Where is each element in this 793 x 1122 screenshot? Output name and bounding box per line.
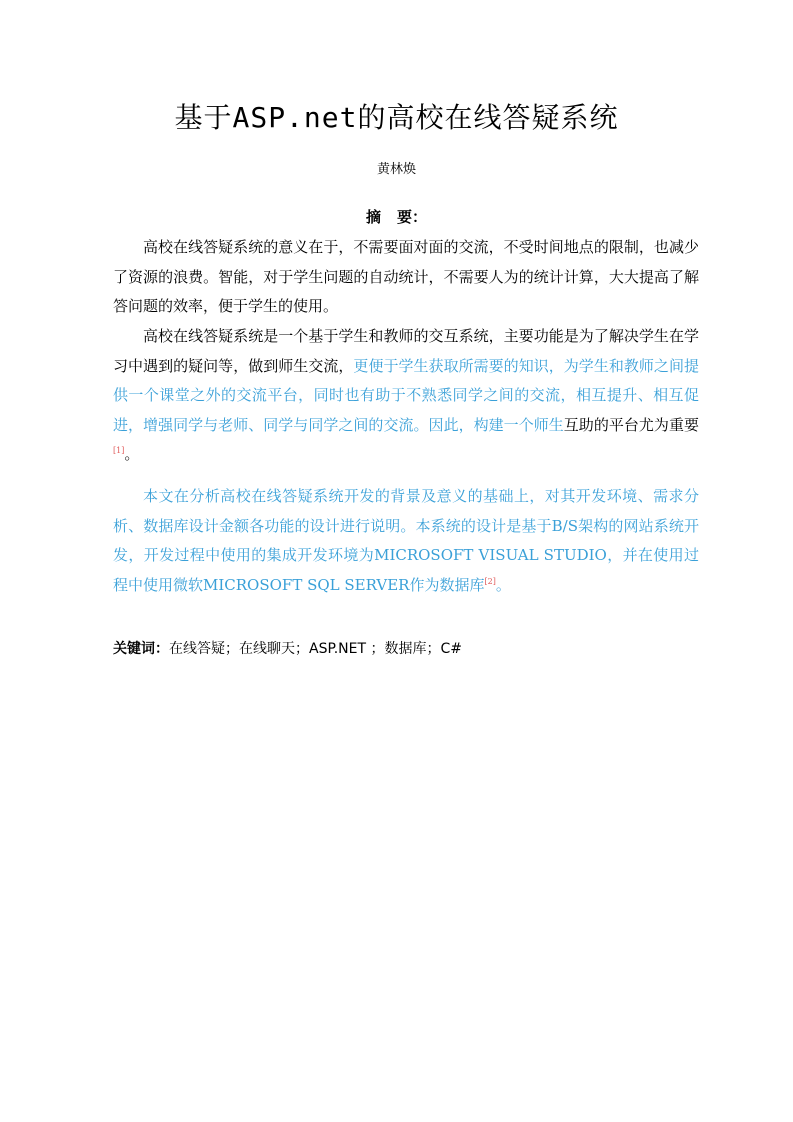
document-title: 基于ASP.net的高校在线答疑系统 xyxy=(174,101,619,134)
keywords-text: 在线答疑；在线聊天；ASP.NET ；数据库；C# xyxy=(169,641,463,657)
paragraph-3-highlight: 本文在分析高校在线答疑系统开发的背景及意义的基础上，对其开发环境、需求分析、数据库设计金额各功能的设计进行说明。本系统的设计是基于B/S架构的网站系统开发，开发过程中使用的集成开发环境为MICROSOFT VISUAL STUDIO，并在使用过程中使用微软MICROSOFT SQL SERVER作为数据库 xyxy=(113,487,699,594)
abstract-heading xyxy=(0,207,793,227)
citation-ref-1[interactable]: [1] xyxy=(113,446,125,455)
citation-ref-2[interactable]: [2] xyxy=(484,576,496,586)
abstract-paragraph-3 xyxy=(113,482,699,600)
paragraph-2-highlight: 更便于学生获取所需要的知识，为学生和教师之间提供一个课堂之外的交流平台，同时也有助于不熟悉同学之间的交流，相互提升、相互促进，增强同学与老师、同学与同学之间的交流。因此，构建一个师生 xyxy=(113,356,699,434)
abstract-paragraph-1 xyxy=(113,233,699,322)
paragraph-1-text: 高校在线答疑系统的意义在于，不需要面对面的交流，不受时间地点的限制，也减少了资源的浪费。智能，对于学生问题的自动统计，不需要人为的统计计算，大大提高了解答问题的效率，便于学生的使用。 xyxy=(113,238,699,315)
paragraph-2-plain-a: 高校在线答疑系统是一个基于学生和教师的交互系统，主要功能是为了解决学生在学习中遇到的疑问等，做到师生交流， xyxy=(113,327,699,375)
abstract-label-a: 摘 xyxy=(365,208,381,226)
keywords-label: 关键词： xyxy=(113,641,169,657)
keywords-line xyxy=(113,639,699,659)
author-name: 黄林焕 xyxy=(376,162,416,177)
paragraph-2-end: 。 xyxy=(124,445,140,463)
paragraph-3-end: 。 xyxy=(495,575,511,594)
abstract-label-b: 要： xyxy=(397,208,428,226)
paragraph-2-plain-b: 互助的平台尤为重要 xyxy=(563,415,699,434)
paragraph-2-text xyxy=(113,322,699,470)
abstract-paragraph-2 xyxy=(113,322,699,470)
paragraph-3-text xyxy=(113,482,699,600)
